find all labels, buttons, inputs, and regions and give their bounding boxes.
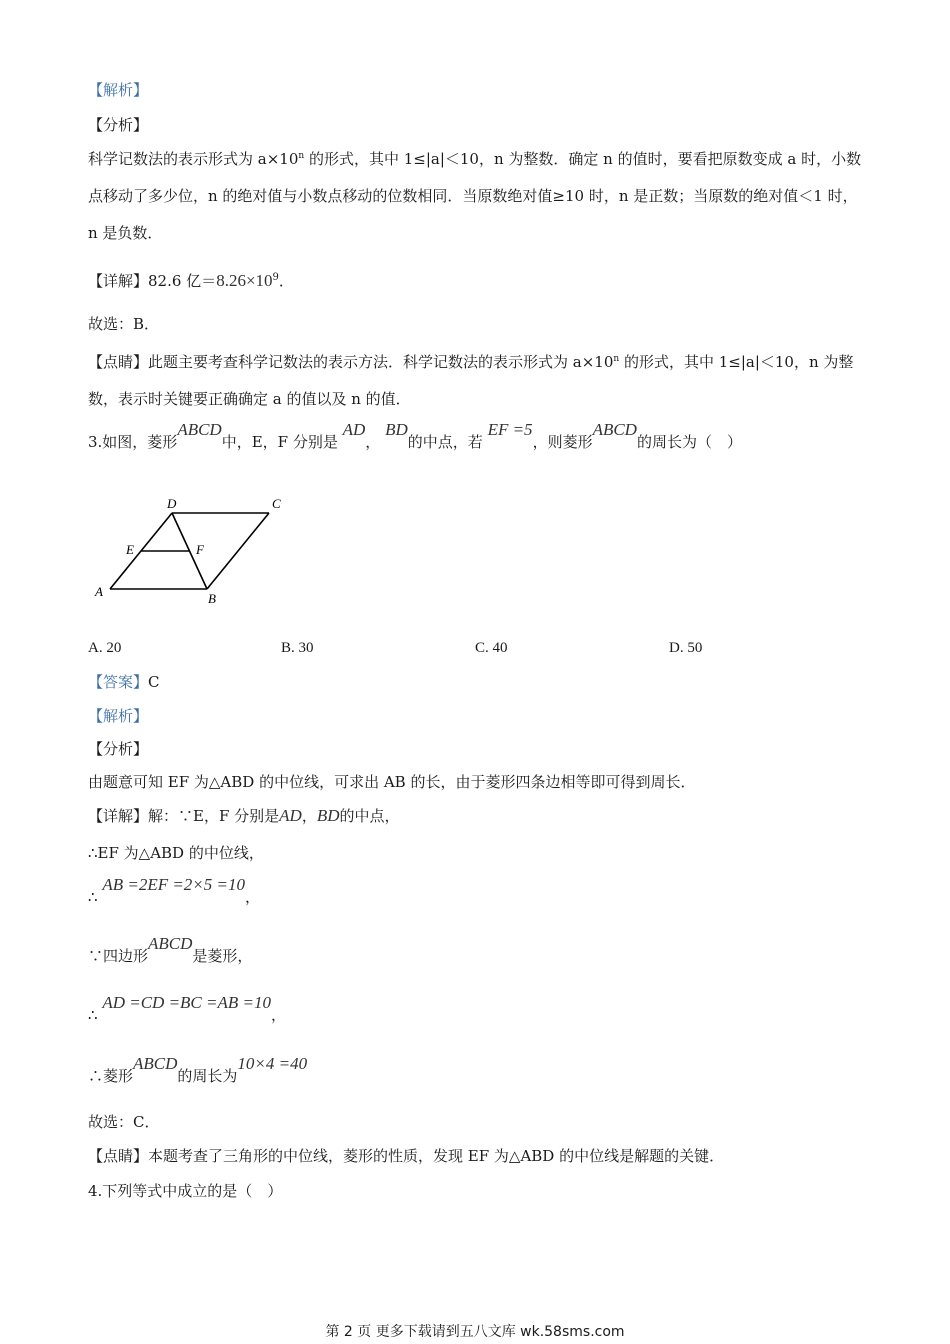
q3-step3 xyxy=(88,875,261,907)
q3-answer: C xyxy=(148,673,160,691)
q3-math-bd: BD xyxy=(385,420,408,439)
q3-stem-c: 的中点，若 xyxy=(407,433,483,451)
q3-step1-b: 的中点， xyxy=(339,807,400,825)
q3-step3-math: AB =2EF =2×5 =10 xyxy=(102,875,246,894)
q3-math-ad: AD xyxy=(342,420,366,439)
q3-dianjing-text: 本题考查了三角形的中位线，菱形的性质，发现 EF 为△ABD 的中位线是解题的关键． xyxy=(148,1147,725,1165)
q4-stem: 4.下列等式中成立的是（ ） xyxy=(88,1182,283,1200)
q3-step6-a: ∴菱形 xyxy=(88,1067,134,1085)
q2-fenxi-exponent: n xyxy=(298,151,305,161)
q3-comma: ， xyxy=(365,433,381,451)
dianjing-tag: 【点睛】 xyxy=(88,353,149,371)
label-c: C xyxy=(272,496,281,511)
q3-step4-a: ∵四边形 xyxy=(88,947,149,965)
q3-step5 xyxy=(88,993,286,1025)
edge-bc xyxy=(207,513,269,589)
option-c: C. 40 xyxy=(475,640,508,656)
q3-step1-comma: ， xyxy=(301,807,317,825)
rhombus-figure xyxy=(88,490,298,610)
q3-step6-abcd: ABCD xyxy=(133,1054,178,1073)
q3-math-abcd: ABCD xyxy=(177,420,222,439)
q2-fenxi-text-1: 科学记数法的表示形式为 a×10 xyxy=(88,150,299,168)
q3-dianjing-tag: 【点睛】 xyxy=(88,1147,149,1165)
q3-step2: ∴EF 为△ABD 的中位线， xyxy=(88,844,264,862)
label-d: D xyxy=(167,496,177,511)
analysis-tag: 【解析】 xyxy=(88,81,149,99)
q3-stem-a: 3.如图，菱形 xyxy=(88,433,178,451)
label-e: E xyxy=(126,542,134,557)
q2-detail-line xyxy=(88,268,294,291)
q3-step1-ad: AD xyxy=(279,806,302,825)
q3-answer-line xyxy=(88,672,160,692)
q3-stem-e: 的周长为（ ） xyxy=(636,433,742,451)
answer-tag: 【答案】 xyxy=(88,673,149,691)
q3-step1 xyxy=(88,806,400,826)
q3-stem-d: ，则菱形 xyxy=(532,433,593,451)
q2-dianjing-text-1: 此题主要考查科学记数法的表示方法．科学记数法的表示形式为 a×10 xyxy=(148,353,614,371)
option-d: D. 50 xyxy=(669,640,703,656)
q3-fenxi-tag: 【分析】 xyxy=(88,740,149,758)
q3-math-abcd-2: ABCD xyxy=(592,420,637,439)
q3-step5-math: AD =CD =BC =AB =10 xyxy=(102,993,271,1012)
q3-step3-end: ， xyxy=(245,888,261,906)
q3-dianjing xyxy=(88,1146,724,1166)
fenxi-tag: 【分析】 xyxy=(88,116,149,134)
q3-step6 xyxy=(88,1054,308,1086)
q2-choice: 故选：B． xyxy=(88,315,160,333)
label-f: F xyxy=(196,542,204,557)
q2-detail-text: 82.6 亿＝ xyxy=(148,272,217,290)
page-footer: 第 2 页 更多下载请到五八文库 wk.58sms.com xyxy=(325,1324,625,1340)
q3-step4-abcd: ABCD xyxy=(148,934,193,953)
q3-step5-therefore: ∴ xyxy=(88,1006,98,1024)
q2-detail-exponent: 9 xyxy=(272,272,279,283)
q2-detail-end: ． xyxy=(278,272,294,290)
q3-math-ef: EF =5 xyxy=(487,420,533,439)
q2-fenxi-text-2: 的形式，其中 1≤|a|＜10，n 为整数．确定 n 的值时，要看把原数变成 a 时，小数点移动了多少位，n 的绝对值与小数点移动的位数相同．当原数绝对值≥10 时，n 是正数；当原数的绝对值＜1 时，n 是负数． xyxy=(88,150,862,242)
q3-step6-math: 10×4 =40 xyxy=(237,1054,308,1073)
q2-dianjing-exponent: n xyxy=(613,354,620,364)
q3-step5-end: ， xyxy=(270,1006,286,1024)
q2-dianjing-paragraph xyxy=(88,341,863,418)
label-a: A xyxy=(95,584,103,599)
q3-stem xyxy=(88,420,742,452)
q3-step3-therefore: ∴ xyxy=(88,888,98,906)
option-a: A. 20 xyxy=(88,640,122,656)
q3-choice: 故选：C． xyxy=(88,1113,160,1131)
q3-step6-b: 的周长为 xyxy=(177,1067,238,1085)
q3-stem-b: 中，E，F 分别是 xyxy=(221,433,338,451)
q2-detail-math: 8.26×10 xyxy=(216,271,273,290)
q3-step4-b: 是菱形， xyxy=(192,947,253,965)
q3-step4 xyxy=(88,934,253,966)
q2-dianjing-text-2: 的形式，其中 1≤|a|＜10，n 为整数，表示时关键要正确确定 a 的值以及 n 的值． xyxy=(88,353,854,408)
q3-fenxi-text: 由题意可知 EF 为△ABD 的中位线，可求出 AB 的长，由于菱形四条边相等即可得到周长． xyxy=(88,773,696,791)
xiangjie-tag: 【详解】 xyxy=(88,272,149,290)
q3-analysis-tag: 【解析】 xyxy=(88,707,149,725)
q3-step1-bd: BD xyxy=(316,806,340,825)
option-b: B. 30 xyxy=(281,640,314,656)
q3-xiangjie-tag: 【详解】 xyxy=(88,807,149,825)
q2-fenxi-paragraph xyxy=(88,138,863,252)
label-b: B xyxy=(208,591,216,606)
q3-step1-a: 解：∵E，F 分别是 xyxy=(148,807,280,825)
